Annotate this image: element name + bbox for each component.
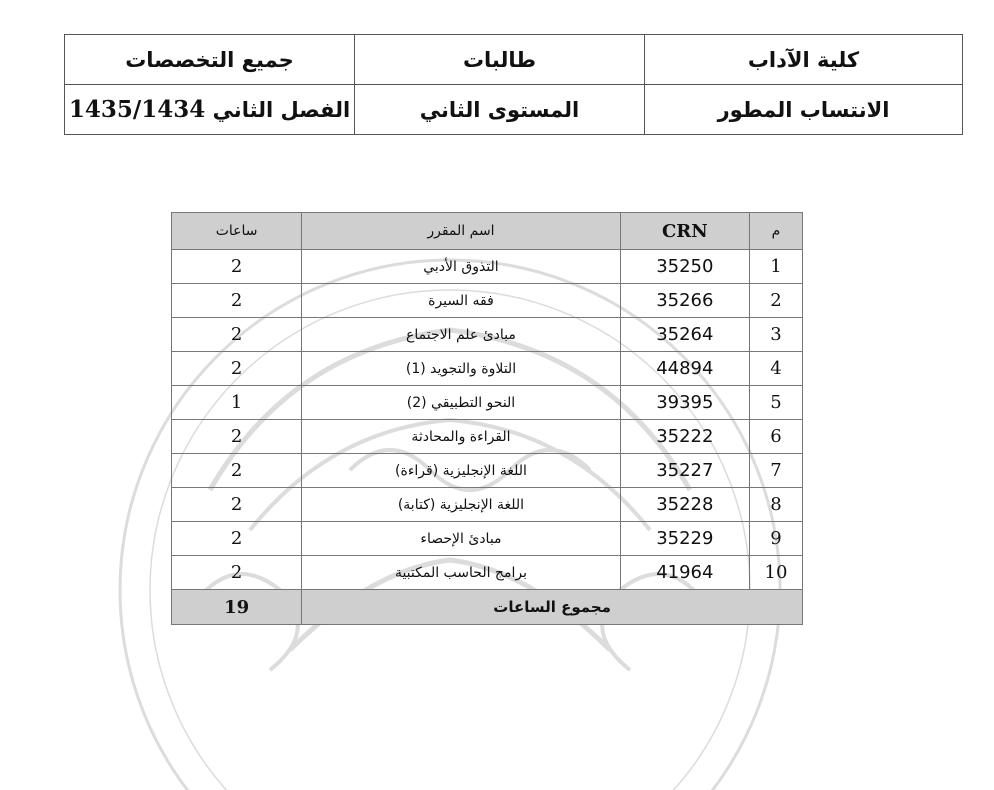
header-row-1 [65,35,963,85]
row-hours: 2 [172,318,302,352]
table-row [172,420,803,454]
row-course-name: برامج الحاسب المكتبية [302,556,621,590]
row-course-name: التلاوة والتجويد (1) [302,352,621,386]
audience: طالبات [355,35,645,85]
row-course-name: القراءة والمحادثة [302,420,621,454]
row-crn: 35228 [620,488,749,522]
row-hours: 2 [172,454,302,488]
table-row [172,522,803,556]
table-row [172,250,803,284]
enrollment-track: الانتساب المطور [645,85,963,135]
table-header-row [172,213,803,250]
row-crn: 35250 [620,250,749,284]
table-row [172,488,803,522]
row-course-name: مبادئ علم الاجتماع [302,318,621,352]
row-crn: 39395 [620,386,749,420]
column-header-hours: ساعات [172,213,302,250]
row-index: 8 [749,488,802,522]
row-crn: 35266 [620,284,749,318]
row-crn: 35229 [620,522,749,556]
row-crn: 35222 [620,420,749,454]
table-row [172,284,803,318]
study-level: المستوى الثاني [355,85,645,135]
total-row [172,590,803,625]
document-header [64,34,963,135]
column-header-course-name: اسم المقرر [302,213,621,250]
table-row [172,556,803,590]
table-row [172,318,803,352]
row-course-name: اللغة الإنجليزية (كتابة) [302,488,621,522]
row-index: 6 [749,420,802,454]
row-hours: 2 [172,488,302,522]
row-index: 5 [749,386,802,420]
row-course-name: مبادئ الإحصاء [302,522,621,556]
total-hours: 19 [172,590,302,625]
row-course-name: اللغة الإنجليزية (قراءة) [302,454,621,488]
row-crn: 35264 [620,318,749,352]
total-label: مجموع الساعات [302,590,803,625]
header-row-2 [65,85,963,135]
row-index: 2 [749,284,802,318]
row-course-name: فقه السيرة [302,284,621,318]
row-index: 4 [749,352,802,386]
row-hours: 2 [172,352,302,386]
row-hours: 2 [172,250,302,284]
table-row [172,352,803,386]
table-row [172,454,803,488]
college-name: كلية الآداب [645,35,963,85]
row-hours: 2 [172,522,302,556]
row-index: 7 [749,454,802,488]
courses-table [171,212,803,625]
row-hours: 2 [172,556,302,590]
term [65,85,355,135]
row-course-name: التذوق الأدبي [302,250,621,284]
majors: جميع التخصصات [65,35,355,85]
term-year: 1435/1434 [68,96,206,123]
row-hours: 2 [172,420,302,454]
column-header-index: م [749,213,802,250]
row-crn: 35227 [620,454,749,488]
row-crn: 44894 [620,352,749,386]
table-row [172,386,803,420]
column-header-crn: CRN [620,213,749,250]
row-index: 10 [749,556,802,590]
row-hours: 2 [172,284,302,318]
row-course-name: النحو التطبيقي (2) [302,386,621,420]
row-index: 9 [749,522,802,556]
row-index: 1 [749,250,802,284]
row-index: 3 [749,318,802,352]
row-hours: 1 [172,386,302,420]
row-crn: 41964 [620,556,749,590]
term-label: الفصل الثاني [212,98,351,122]
